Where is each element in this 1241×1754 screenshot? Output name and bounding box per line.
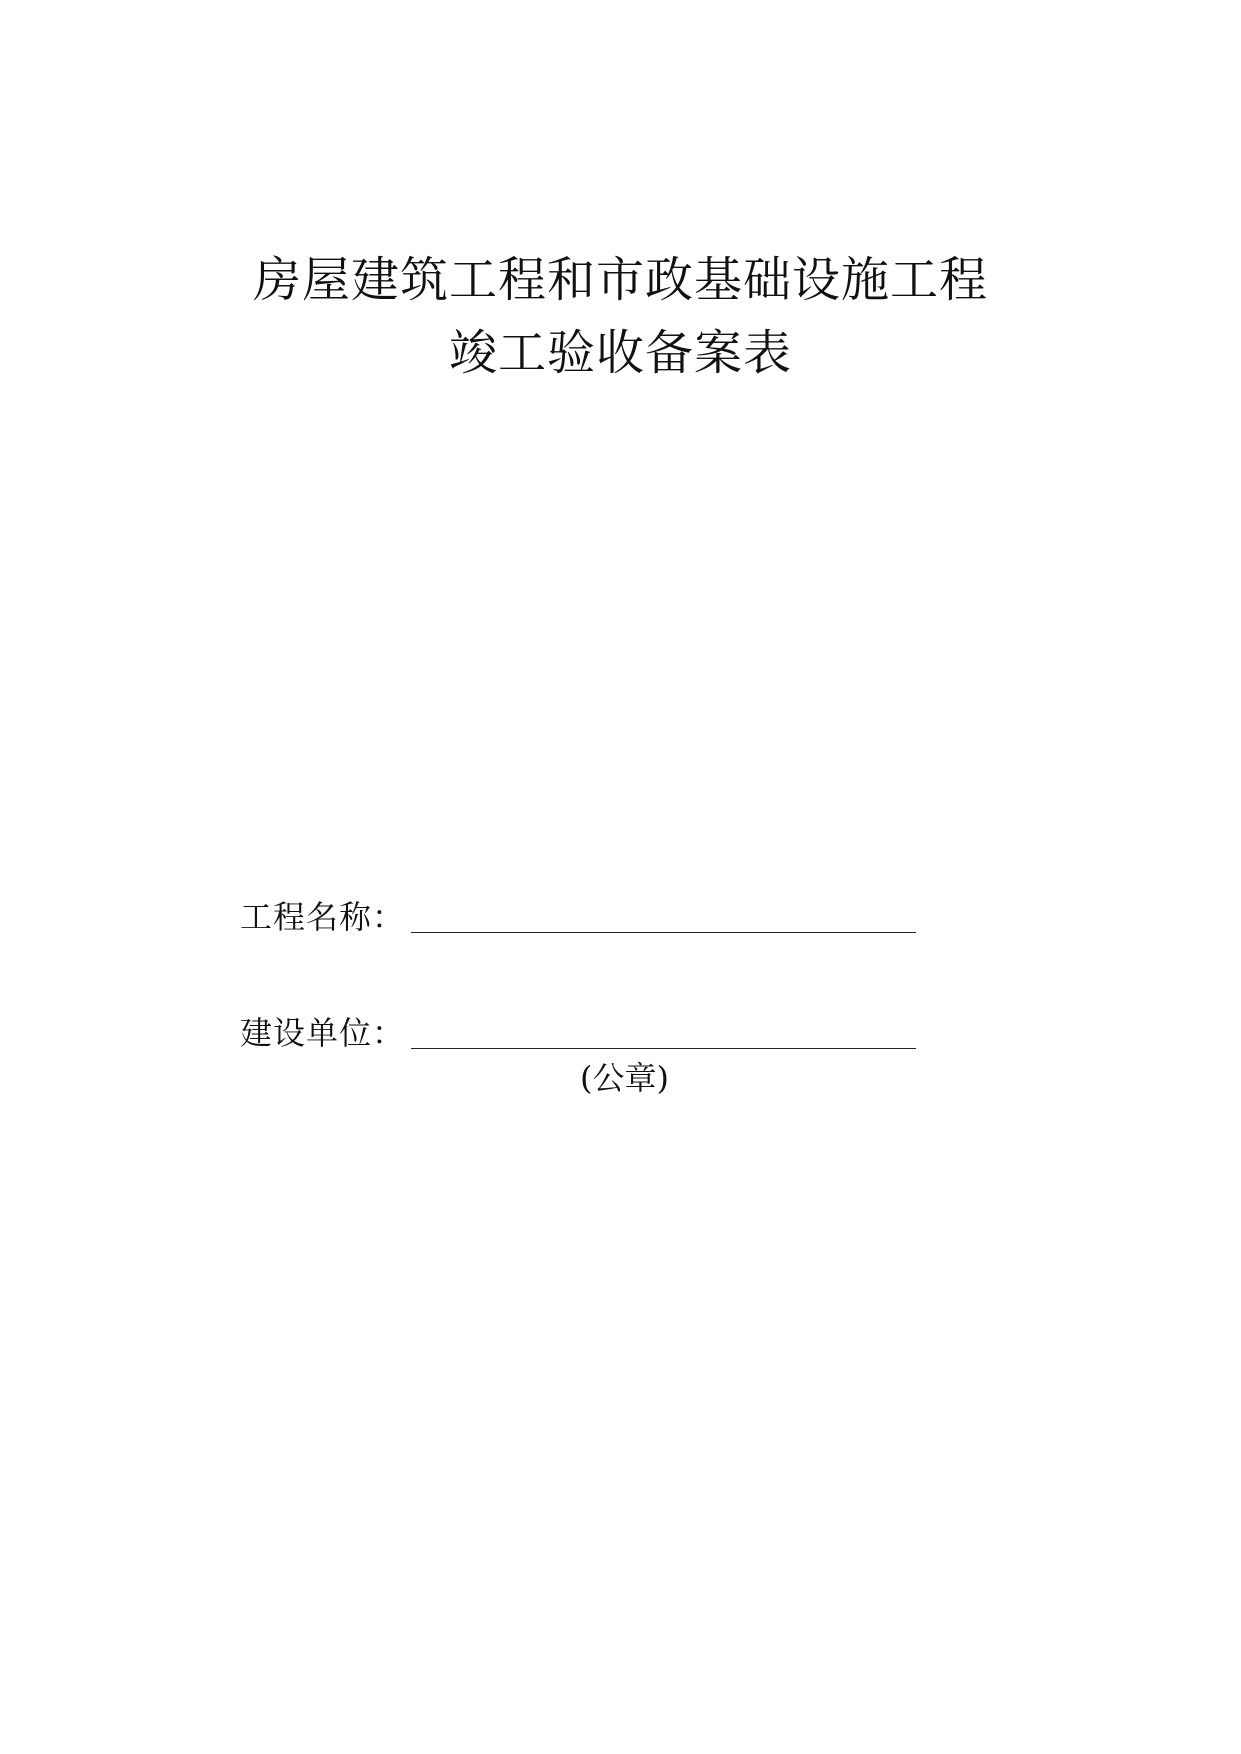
project-name-field[interactable]	[411, 904, 916, 933]
title-line-1: 房屋建筑工程和市政基础设施工程	[252, 252, 988, 308]
builder-field[interactable]	[411, 1020, 916, 1049]
project-name-row	[240, 897, 916, 937]
title-line-2: 竣工验收备案表	[448, 325, 792, 381]
builder-row	[240, 1013, 916, 1053]
seal-note: (公章)	[580, 1059, 669, 1097]
builder-label: 建设单位：	[240, 1014, 406, 1052]
project-name-label: 工程名称：	[240, 898, 406, 936]
